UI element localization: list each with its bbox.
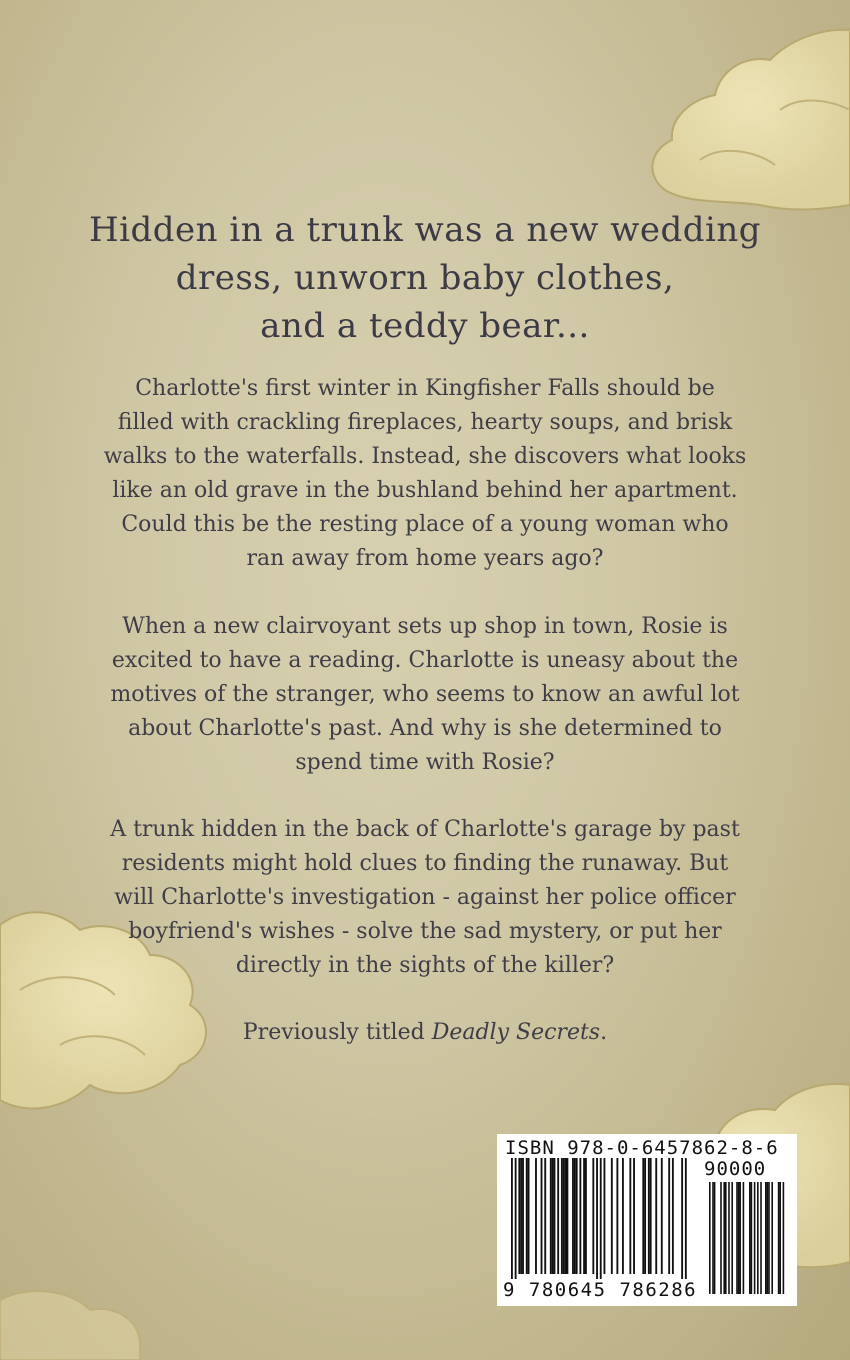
isbn-barcode — [497, 1134, 797, 1306]
barcode-bar — [552, 1158, 554, 1274]
hook-tagline — [60, 206, 790, 350]
addon-bar — [760, 1182, 762, 1294]
barcode-bar — [522, 1158, 524, 1274]
addon-bar — [757, 1182, 759, 1294]
barcode-bar — [544, 1158, 546, 1274]
barcode-bar — [557, 1158, 559, 1274]
barcode-bar — [633, 1158, 635, 1274]
price-code: 90000 — [704, 1158, 767, 1180]
barcode-bar — [604, 1158, 606, 1274]
text-line: directly in the sights of the killer? — [235, 953, 615, 978]
addon-bar — [720, 1182, 722, 1294]
previously-titled-note — [40, 1016, 810, 1050]
text-line: excited to have a reading. Charlotte is uneasy about the — [111, 648, 739, 673]
addon-bar — [709, 1182, 711, 1294]
addon-bar — [728, 1182, 730, 1294]
text-line: walks to the waterfalls. Instead, she discovers what looks — [103, 444, 747, 469]
barcode-bar — [668, 1158, 670, 1274]
barcode-bar — [616, 1158, 618, 1274]
barcode-bar — [648, 1158, 650, 1274]
barcode-bar — [567, 1158, 569, 1274]
text-line: motives of the stranger, who seems to know an awful lot — [110, 682, 740, 707]
barcode-bar — [583, 1158, 585, 1274]
barcode-bar — [672, 1158, 674, 1274]
addon-bar — [783, 1182, 785, 1294]
addon-bar — [725, 1182, 727, 1294]
addon-bar — [749, 1182, 751, 1294]
barcode-bar — [611, 1158, 613, 1274]
barcode-bar — [528, 1158, 530, 1274]
text-line: Could this be the resting place of a young woman who — [121, 512, 729, 537]
barcode-bar — [629, 1158, 631, 1274]
barcode-bar — [518, 1158, 520, 1274]
barcode-bar — [644, 1158, 646, 1274]
barcode-guard-bar — [511, 1158, 513, 1284]
previously-suffix: . — [600, 1020, 608, 1045]
addon-bar — [714, 1182, 716, 1294]
barcode-bar — [576, 1158, 578, 1274]
addon-bar — [754, 1182, 756, 1294]
cloud-bottom-left — [0, 1291, 140, 1360]
barcode-guard-bar — [600, 1158, 602, 1284]
barcode-bar — [520, 1158, 522, 1274]
barcode-bar — [622, 1158, 624, 1274]
text-line: ran away from home years ago? — [246, 546, 604, 571]
text-line: Charlotte's first winter in Kingfisher Falls should be — [135, 376, 715, 401]
text-line: will Charlotte's investigation - against her police officer — [114, 885, 736, 910]
text-line: like an old grave in the bushland behind her apartment. — [112, 478, 738, 503]
addon-bar — [738, 1182, 740, 1294]
cloud-top-right — [652, 30, 850, 210]
blurb-paragraph-1 — [40, 372, 810, 576]
addon-bar — [771, 1182, 773, 1294]
addon-bar — [723, 1182, 725, 1294]
addon-bar — [712, 1182, 714, 1294]
barcode-guard-bar — [681, 1158, 683, 1284]
barcode-bar — [585, 1158, 587, 1274]
addon-bar — [743, 1182, 745, 1294]
addon-bar — [768, 1182, 770, 1294]
barcode-bar — [565, 1158, 567, 1274]
addon-bar — [778, 1182, 780, 1294]
addon-bar — [767, 1182, 769, 1294]
text-line: filled with crackling fireplaces, hearty soups, and brisk — [117, 410, 733, 435]
barcode-bar — [535, 1158, 537, 1274]
text-line: When a new clairvoyant sets up shop in town, Rosie is — [122, 614, 728, 639]
addon-bar — [736, 1182, 738, 1294]
barcode-bar — [650, 1158, 652, 1274]
barcode-bar — [592, 1158, 594, 1274]
barcode-bar — [526, 1158, 528, 1274]
text-line: boyfriend's wishes - solve the sad mystery, or put her — [128, 919, 722, 944]
barcode-bar — [655, 1158, 657, 1274]
addon-bar — [765, 1182, 767, 1294]
addon-bar — [751, 1182, 753, 1294]
barcode-bar — [579, 1158, 581, 1274]
barcode-bar — [541, 1158, 543, 1274]
barcode-bar — [574, 1158, 576, 1274]
previously-prefix: Previously titled — [242, 1020, 432, 1045]
barcode-bar — [661, 1158, 663, 1274]
ean-digits: 9 780645 786286 — [503, 1279, 698, 1301]
addon-bar — [779, 1182, 781, 1294]
barcode-bar — [563, 1158, 565, 1274]
blurb-paragraph-3 — [40, 813, 810, 983]
text-line: A trunk hidden in the back of Charlotte's garage by past — [110, 817, 740, 842]
text-line: spend time with Rosie? — [295, 750, 555, 775]
hook-line-1: Hidden in a trunk was a new wedding — [88, 210, 762, 250]
previous-title: Deadly Secrets — [431, 1020, 601, 1045]
blurb-paragraph-2 — [40, 610, 810, 780]
barcode-bar — [561, 1158, 563, 1274]
addon-bar — [739, 1182, 741, 1294]
isbn-label: ISBN 978-0-6457862-8-6 — [505, 1137, 779, 1159]
barcode-guard-bar — [685, 1158, 687, 1284]
barcode-bar — [554, 1158, 556, 1274]
hook-line-3: and a teddy bear... — [260, 306, 590, 346]
barcode-bar — [550, 1158, 552, 1274]
barcode-guard-bar — [596, 1158, 598, 1284]
barcode-bar — [572, 1158, 574, 1274]
text-line: residents might hold clues to finding the runaway. But — [121, 851, 729, 876]
text-line: about Charlotte's past. And why is she determined to — [128, 716, 722, 741]
addon-bar — [731, 1182, 733, 1294]
barcode-bar — [642, 1158, 644, 1274]
barcode-guard-bar — [515, 1158, 517, 1284]
hook-line-2: dress, unworn baby clothes, — [175, 258, 675, 298]
